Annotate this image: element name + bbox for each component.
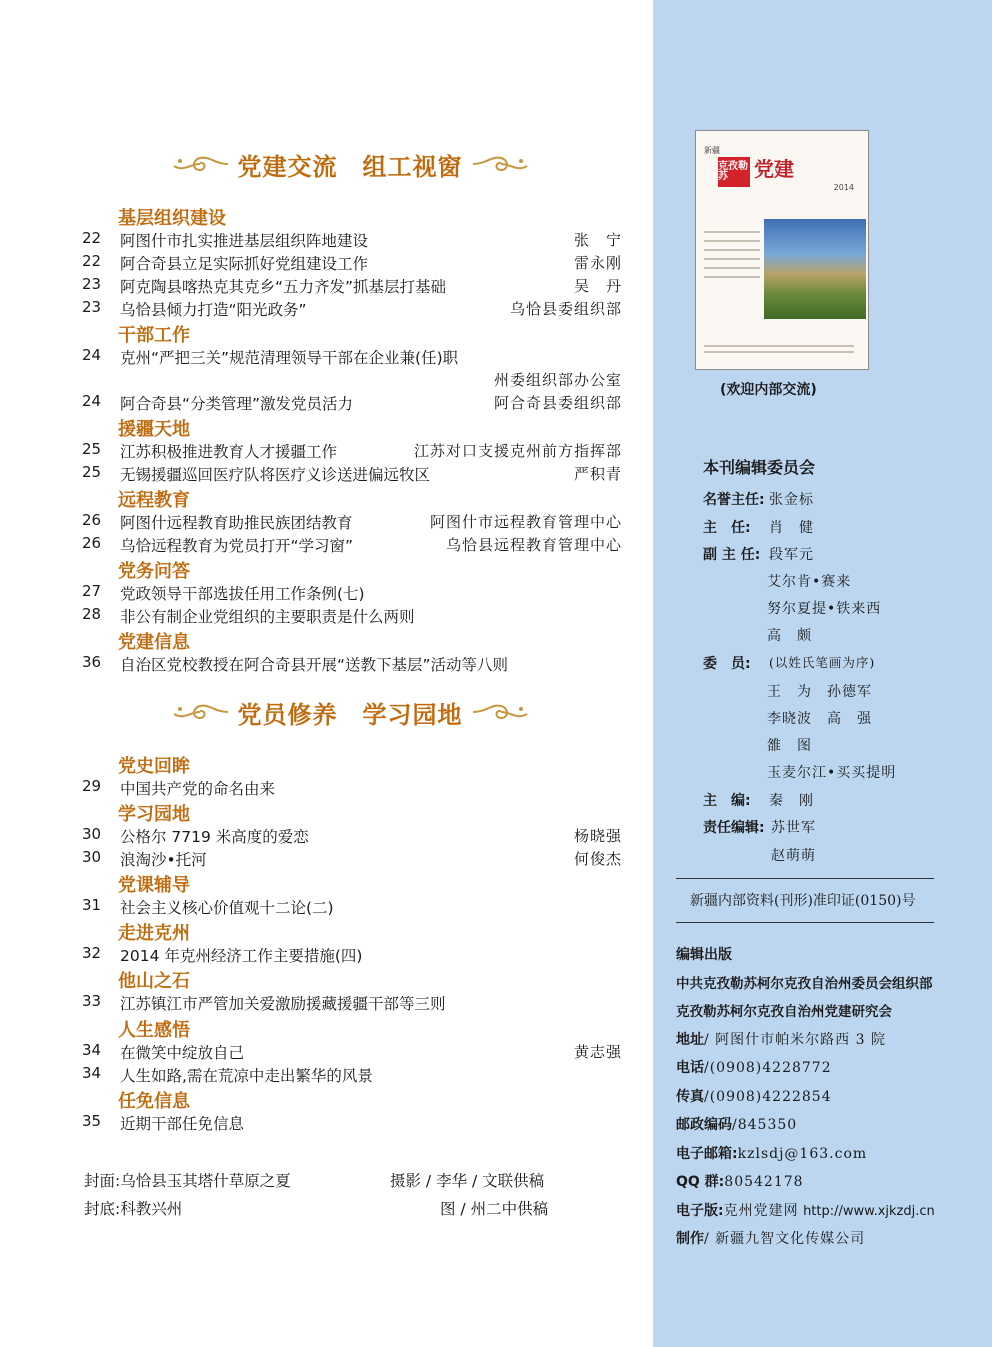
publisher-heading: 编辑出版: [676, 947, 732, 963]
web-line: [676, 1200, 935, 1220]
board-label: 主 任:: [703, 520, 751, 536]
entry-title: 阿图什远程教育助推民族团结教育: [120, 514, 353, 532]
page-number: 31: [82, 896, 102, 914]
web-label: 电子版:: [676, 1203, 724, 1219]
printing-permit: 新疆内部资料(刊形)准印证(0150)号: [690, 893, 916, 909]
section-heading: 他山之石: [118, 971, 190, 992]
back-cover-caption: 封底:科教兴州: [84, 1200, 183, 1218]
board-name: 秦 刚: [769, 793, 814, 809]
section-heading: 远程教育: [118, 490, 190, 511]
section-heading: 任免信息: [118, 1091, 190, 1112]
toc-entry[interactable]: [0, 825, 640, 847]
toc-entry-continued: [0, 369, 640, 391]
board-name: 雒 图: [767, 738, 812, 754]
board-name: 苏世军: [771, 820, 816, 836]
maker-value: / 新疆九智文化传媒公司: [704, 1231, 866, 1247]
page-number: 32: [82, 944, 102, 962]
maker-label: 制作: [676, 1231, 704, 1247]
cover-landscape-image: [764, 219, 866, 319]
board-name: 努尔夏提•铁来西: [767, 601, 882, 617]
board-label: 责任编辑:: [703, 820, 765, 836]
board-label: 名誉主任:: [703, 492, 765, 508]
toc-entry[interactable]: [0, 605, 640, 627]
toc-entry[interactable]: [0, 440, 640, 462]
phone-line: [676, 1057, 832, 1077]
toc-entry[interactable]: [0, 346, 640, 368]
board-name: 段军元: [769, 547, 814, 563]
toc-entry[interactable]: [0, 944, 640, 966]
left-ornament-icon: [170, 150, 230, 178]
cover-note: (欢迎内部交流): [720, 382, 817, 398]
entry-title: 阿图什市扎实推进基层组织阵地建设: [120, 232, 369, 250]
entry-author: 江苏对口支援克州前方指挥部: [413, 442, 622, 460]
board-name: 王 为 孙德军: [767, 684, 872, 700]
board-name: 艾尔肯•赛来: [767, 574, 852, 590]
page-number: 24: [82, 392, 102, 410]
entry-title: 江苏镇江市严管加关爱激励援藏援疆干部等三则: [120, 995, 446, 1013]
cover-photo-credit: 摄影 / 李华 / 文联供稿: [390, 1172, 545, 1190]
page-number: 30: [82, 825, 102, 843]
board-note: (以姓氏笔画为序): [769, 655, 876, 670]
entry-title: 在微笑中绽放自己: [120, 1044, 245, 1062]
toc-entry[interactable]: [0, 252, 640, 274]
entry-title: 中国共产党的命名由来: [120, 780, 276, 798]
divider: [676, 922, 934, 923]
page-number: 25: [82, 440, 102, 458]
page-number: 30: [82, 848, 102, 866]
banner-title: 党建交流 组工视窗: [237, 152, 463, 181]
board-name: 赵萌萌: [771, 848, 816, 864]
board-label: 主 编:: [703, 793, 751, 809]
entry-title: 自治区党校教授在阿合奇县开展“送教下基层”活动等八则: [120, 656, 509, 674]
banner-title: 党员修养 学习园地: [237, 700, 463, 729]
toc-entry[interactable]: [0, 534, 640, 556]
toc-entry[interactable]: [0, 229, 640, 251]
entry-author: 黄志强: [573, 1043, 622, 1061]
entry-author: 张 宁: [573, 231, 622, 249]
section-banner-party-exchange: [160, 144, 540, 184]
page-number: 34: [82, 1064, 102, 1082]
entry-author: 何俊杰: [573, 850, 622, 868]
page-number: 33: [82, 992, 102, 1010]
entry-title: 公格尔 7719 米高度的爱恋: [120, 828, 309, 846]
section-heading: 党课辅导: [118, 875, 190, 896]
entry-author: 乌恰县远程教育管理中心: [445, 536, 622, 554]
toc-entry[interactable]: [0, 777, 640, 799]
toc-entry[interactable]: [0, 582, 640, 604]
section-heading: 人生感悟: [118, 1020, 190, 1041]
cover-caption: 封面:乌恰县玉其塔什草原之夏: [84, 1172, 291, 1190]
left-ornament-icon: [170, 698, 230, 726]
email-value[interactable]: kzlsdj@163.com: [737, 1146, 868, 1162]
cover-region-label: 新疆: [704, 146, 720, 155]
toc-entry[interactable]: [0, 1041, 640, 1063]
page-number: 27: [82, 582, 102, 600]
section-heading: 党务问答: [118, 561, 190, 582]
publisher-org-1: 中共克孜勒苏柯尔克孜自治州委员会组织部: [676, 976, 933, 992]
section-heading: 干部工作: [118, 325, 190, 346]
board-name: 肖 健: [769, 520, 814, 536]
maker-line: [676, 1228, 865, 1248]
address-line: [676, 1029, 886, 1049]
right-ornament-icon: [471, 698, 531, 726]
cover-logo: 克孜勒苏: [718, 157, 750, 187]
zip-label: 邮政编码: [676, 1117, 732, 1133]
toc-entry[interactable]: [0, 463, 640, 485]
section-heading: 援疆天地: [118, 419, 190, 440]
page-number: 29: [82, 777, 102, 795]
toc-entry[interactable]: [0, 392, 640, 414]
page-number: 22: [82, 252, 102, 270]
entry-author: 阿合奇县委组织部: [493, 394, 622, 412]
toc-entry[interactable]: [0, 1112, 640, 1134]
page-number: 23: [82, 275, 102, 293]
page-number: 24: [82, 346, 102, 364]
entry-title: 非公有制企业党组织的主要职责是什么两则: [120, 608, 415, 626]
zip-value: /845350: [732, 1117, 798, 1133]
toc-entry[interactable]: [0, 1064, 640, 1086]
section-heading: 党史回眸: [118, 756, 190, 777]
toc-entry[interactable]: [0, 511, 640, 533]
address-label: 地址: [676, 1032, 704, 1048]
fax-line: [676, 1086, 832, 1106]
entry-author: 严积青: [573, 465, 622, 483]
qq-line: [676, 1171, 804, 1191]
entry-title: 克州“严把三关”规范清理领导干部在企业兼(任)职: [120, 349, 459, 367]
entry-author: 州委组织部办公室: [493, 371, 622, 389]
entry-author: 乌恰县委组织部: [509, 300, 622, 318]
address-value: / 阿图什市帕米尔路西 3 院: [704, 1032, 886, 1048]
section-heading: 党建信息: [118, 632, 190, 653]
page-number: 36: [82, 653, 102, 671]
toc-entry[interactable]: [0, 275, 640, 297]
entry-title: 2014 年克州经济工作主要措施(四): [120, 947, 363, 965]
board-name: 张金标: [769, 492, 814, 508]
page-number: 23: [82, 298, 102, 316]
entry-author: 雷永刚: [573, 254, 622, 272]
entry-title: 无锡援疆巡回医疗队将医疗义诊送进偏远牧区: [120, 466, 431, 484]
entry-author: 吴 丹: [573, 277, 622, 295]
page-number: 34: [82, 1041, 102, 1059]
cover-year: 2014: [833, 183, 854, 192]
board-name: 高 颇: [767, 628, 812, 644]
entry-title: 党政领导干部选拔任用工作条例(七): [120, 585, 365, 603]
phone-value: /(0908)4228772: [704, 1060, 832, 1076]
toc-entry[interactable]: [0, 653, 640, 675]
fax-label: 传真: [676, 1089, 704, 1105]
page-number: 25: [82, 463, 102, 481]
editorial-board-heading: 本刊编辑委员会: [703, 458, 816, 477]
section-heading: 走进克州: [118, 923, 190, 944]
right-ornament-icon: [471, 150, 531, 178]
toc-entry[interactable]: [0, 896, 640, 918]
entry-title: 阿合奇县“分类管理”激发党员活力: [120, 395, 354, 413]
email-label: 电子邮箱:: [676, 1146, 738, 1162]
board-label: 副 主 任:: [703, 547, 761, 563]
page-number: 35: [82, 1112, 102, 1130]
toc-entry[interactable]: [0, 848, 640, 870]
cover-text-lines: [704, 231, 760, 285]
web-url-link[interactable]: http://www.xjkzdj.cn: [803, 1204, 935, 1219]
zip-line: [676, 1114, 797, 1134]
section-heading: 学习园地: [118, 804, 190, 825]
fax-value: /(0908)4222854: [704, 1089, 832, 1105]
toc-entry[interactable]: [0, 992, 640, 1014]
entry-title: 阿克陶县喀热克其克乡“五力齐发”抓基层打基础: [120, 278, 447, 296]
entry-title: 社会主义核心价值观十二论(二): [120, 899, 334, 917]
back-cover-credit: 图 / 州二中供稿: [440, 1200, 549, 1218]
entry-author: 阿图什市远程教育管理中心: [429, 513, 622, 531]
section-heading: 基层组织建设: [118, 208, 226, 229]
page-number: 26: [82, 511, 102, 529]
page-number: 28: [82, 605, 102, 623]
divider: [676, 878, 934, 879]
cover-title: 党建: [754, 157, 794, 181]
cover-footer-lines: [704, 345, 854, 357]
entry-title: 浪淘沙•托河: [120, 851, 207, 869]
email-line: [676, 1143, 867, 1163]
phone-label: 电话: [676, 1060, 704, 1076]
publisher-org-2: 克孜勒苏柯尔克孜自治州党建研究会: [676, 1004, 892, 1020]
entry-title: 江苏积极推进教育人才援疆工作: [120, 443, 338, 461]
qq-label: QQ 群:: [676, 1174, 725, 1190]
page-number: 22: [82, 229, 102, 247]
toc-entry[interactable]: [0, 298, 640, 320]
entry-title: 乌恰县倾力打造“阳光政务”: [120, 301, 307, 319]
entry-title: 阿合奇县立足实际抓好党组建设工作: [120, 255, 369, 273]
magazine-cover-thumbnail: [695, 130, 869, 370]
qq-value: 80542178: [724, 1174, 804, 1190]
entry-author: 杨晓强: [573, 827, 622, 845]
board-label: 委 员:: [703, 656, 751, 672]
board-name: 李晓波 高 强: [767, 711, 872, 727]
entry-title: 近期干部任免信息: [120, 1115, 245, 1133]
entry-title: 人生如路,需在荒凉中走出繁华的风景: [120, 1067, 373, 1085]
page-number: 26: [82, 534, 102, 552]
web-name: 克州党建网: [723, 1203, 799, 1219]
board-name: 玉麦尔江•买买提明: [767, 765, 897, 781]
section-banner-member-cultivation: [160, 692, 540, 732]
entry-title: 乌恰远程教育为党员打开“学习窗”: [120, 537, 354, 555]
